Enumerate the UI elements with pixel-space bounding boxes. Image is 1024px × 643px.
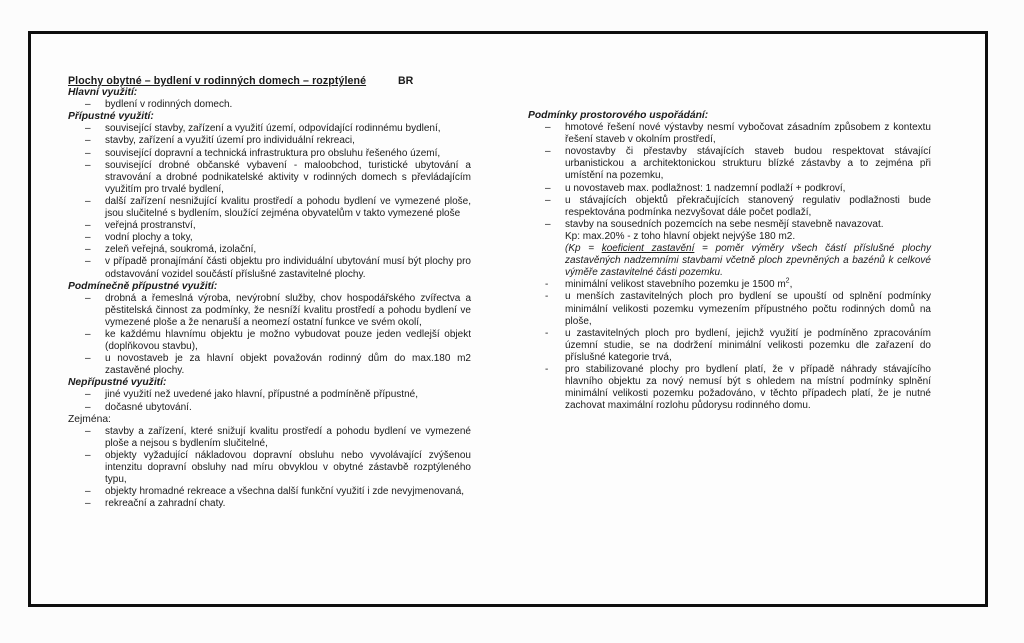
text-run: dočasné ubytování.	[105, 401, 192, 413]
text-run: ,	[789, 279, 793, 291]
bullet-dash: –	[545, 146, 551, 158]
left-column-sections	[68, 87, 471, 510]
text-run: objekty vyžadující nákladovou dopravní obsluhu nebo vyvolávající zvýšenou intenzitu dopravní obsluhy nad míru obvyklou v obytné zástavbě rozptýleného typu,	[105, 449, 471, 486]
right-column	[528, 110, 931, 412]
text-run: u novostaveb max. podlažnost: 1 nadzemní podlaží + podkroví,	[565, 182, 846, 194]
text-run: v případě pronajímání části objektu pro individuální ubytování musí být plochy pro odstavování vozidel součástí příslušné zastavitelné plochy.	[105, 256, 471, 280]
list-item-text	[565, 122, 931, 145]
text-run: minimální velikost stavebního pozemku je 1500 m	[565, 279, 786, 291]
text-run: stavby, zařízení a využití území pro individuální rekreaci,	[105, 135, 355, 147]
bullet-dash: –	[85, 220, 91, 232]
text-run: jiné využití než uvedené jako hlavní, přípustné a podmíněně přípustné,	[105, 389, 418, 401]
bullet-dash: –	[85, 401, 91, 413]
section-heading: Podmínky prostorového uspořádání:	[528, 110, 709, 121]
bullet-dash: –	[85, 232, 91, 244]
list-item-text	[565, 291, 931, 326]
text-run: objekty hromadné rekreace a všechna další funkční využití i zde nevyjmenovaná,	[105, 486, 465, 498]
list-item-text	[105, 486, 464, 497]
list-item-text	[565, 183, 845, 194]
list-item-text	[105, 353, 471, 376]
bullet-dash: –	[85, 195, 91, 207]
text-run: související stavby, zařízení a využití území, odpovídající rodinnému bydlení,	[105, 123, 441, 135]
section-heading: Zejména:	[68, 413, 111, 425]
list-item-text	[565, 279, 792, 290]
bullet-dash: –	[85, 449, 91, 461]
text-run: stavby a zařízení, které snižují kvalitu prostředí a pohodu bydlení ve vymezené ploše a nejsou s bydlením slučitelné,	[105, 425, 471, 449]
section-heading: Hlavní využití:	[68, 87, 138, 99]
bullet-dash: –	[545, 122, 551, 134]
section-heading: Přípustné využití:	[68, 111, 154, 123]
text-run: ke každému hlavnímu objektu je možno vybudovat pouze jeden vedlejší objekt (doplňkovou stavbu),	[105, 328, 471, 353]
text-run: u zastavitelných ploch pro bydlení, jejichž využití je podmíněno zpracováním územní studie, se na dodržení minimální velikosti pozemku dle zařazení do příslušné kategorie trvá,	[565, 327, 931, 363]
document-frame	[28, 31, 988, 607]
list-item	[68, 196, 471, 220]
list-item	[528, 146, 931, 182]
list-item-text	[105, 232, 193, 243]
list-item-text	[105, 160, 471, 195]
list-item	[528, 364, 931, 412]
list-item-text	[565, 146, 931, 181]
bullet-dash: –	[85, 292, 91, 304]
section-heading: Podmínečně přípustné využití:	[68, 280, 218, 292]
list-item	[68, 329, 471, 353]
bullet-dash: -	[545, 279, 549, 291]
text-run: vodní plochy a toky,	[105, 232, 193, 244]
list-item	[68, 256, 471, 280]
text-run: u novostaveb je za hlavní objekt považován rodinný dům do max.180 m2 zastavěné plochy.	[105, 353, 471, 377]
list-item	[68, 160, 471, 196]
list-item	[68, 220, 471, 232]
list-item	[528, 279, 931, 291]
text-run: drobná a řemeslná výroba, nevýrobní služby, chov hospodářského zvířectva a pěstitelská činnost za podmínky, že nesníží kvalitu prostředí a pohodu bydlení ve vymezené ploše a že nenaruší a neomezí ostatní funkce ve svém okolí,	[105, 292, 471, 328]
list-item-text	[105, 196, 471, 219]
list-item-text	[105, 135, 355, 146]
text-run: veřejná prostranství,	[105, 220, 196, 232]
list-item	[68, 389, 471, 401]
list-item	[528, 122, 931, 146]
list-item	[68, 486, 471, 498]
list-item	[68, 293, 471, 329]
title-row	[68, 75, 471, 87]
right-column-sections	[528, 110, 931, 412]
text-run: = poměr výměry všech částí příslušné plochy zastavěných nadzemními stavbami včetně ploch zpevněných a bazénů k celkové výměře zastavitelné části pozemku.	[565, 243, 932, 279]
list-item	[68, 353, 471, 377]
text-run: (Kp =	[565, 243, 602, 255]
list-item-text	[105, 148, 440, 159]
bullet-dash: –	[85, 135, 91, 147]
list-item	[68, 498, 471, 510]
bullet-dash: –	[85, 328, 91, 340]
bullet-dash: –	[85, 123, 91, 135]
list-item-text	[105, 293, 471, 328]
list-item-text	[105, 220, 196, 231]
bullet-dash: -	[545, 363, 549, 375]
bullet-dash: –	[85, 389, 91, 401]
bullet-dash: -	[545, 291, 549, 303]
bullet-dash: –	[85, 486, 91, 498]
bullet-dash: –	[545, 194, 551, 206]
list-item-text	[565, 364, 931, 411]
list-item	[528, 219, 931, 279]
list-item-text	[105, 389, 418, 400]
bullet-dash: –	[85, 256, 91, 268]
list-item-text	[105, 329, 471, 352]
list-item	[68, 135, 471, 147]
text-run: stavby na sousedních pozemcích na sebe nesmějí stavebně navazovat.	[565, 218, 884, 230]
bullet-dash: –	[545, 218, 551, 230]
list-item-text	[105, 123, 441, 134]
list-item-text	[105, 426, 471, 449]
list-item-text	[105, 244, 256, 255]
list-item-text	[565, 328, 931, 363]
list-item-text	[105, 402, 192, 413]
list-item	[528, 328, 931, 364]
text-run: související drobné občanské vybavení - maloobchod, turistické ubytování a stravování a drobné podnikatelské aktivity v rodinných domech s převládajícím využitím pro trvalé bydlení,	[105, 159, 471, 195]
zone-code-badge: BR	[398, 75, 414, 87]
text-run: 2	[785, 277, 790, 285]
text-run: související dopravní a technická infrastruktura pro obsluhu řešeného území,	[105, 147, 441, 159]
list-item	[528, 183, 931, 195]
list-item	[68, 402, 471, 414]
text-run: hmotové řešení nové výstavby nesmí vybočovat zásadním způsobem z kontextu řešení staveb v okolním prostředí,	[565, 122, 931, 146]
list-item	[68, 244, 471, 256]
text-run: zeleň veřejná, soukromá, izolační,	[105, 244, 257, 256]
bullet-dash: –	[85, 353, 91, 365]
bullet-dash: –	[85, 99, 91, 111]
text-run: pro stabilizované plochy pro bydlení platí, že v případě náhrady stávajícího hlavního objektu za nový nemusí být s ohledem na místní podmínky splnění minimální velikosti pozemku požadováno, v těchto případech platí, že je nutné zachovat maximální rozlohu půdorysu rodinného domu.	[565, 363, 931, 412]
bullet-dash: -	[545, 327, 549, 339]
list-item-text	[105, 99, 232, 110]
list-item	[68, 99, 471, 111]
list-item	[68, 232, 471, 244]
text-run: rekreační a zahradní chaty.	[105, 498, 226, 510]
text-run: bydlení v rodinných domech.	[105, 99, 233, 111]
text-run: koeficient zastavění	[601, 243, 695, 255]
bullet-dash: –	[85, 244, 91, 256]
list-item-text	[565, 195, 931, 218]
list-item	[68, 426, 471, 450]
bullet-dash: –	[85, 425, 91, 437]
list-item-text	[105, 450, 471, 485]
list-item-text	[565, 219, 931, 278]
list-item	[528, 291, 931, 327]
text-run: Kp: max.20% - z toho hlavní objekt nejvýše 180 m2.	[565, 230, 796, 242]
section-heading: Nepřípustné využití:	[68, 377, 167, 389]
bullet-dash: –	[85, 147, 91, 159]
list-item	[68, 148, 471, 160]
text-run: další zařízení nesnižující kvalitu prostředí a pohodu bydlení ve vymezené ploše, jsou slučitelné s bydlením, sloužící zejména obyvatelům v takto vymezené ploše	[105, 195, 471, 220]
text-run: u stávajících objektů překračujících stanovený regulativ podlažnosti bude respektována podmínka nezvyšovat dále počet podlaží,	[565, 194, 931, 218]
bullet-dash: –	[545, 182, 551, 194]
left-column	[68, 75, 471, 510]
text-run: u menších zastavitelných ploch pro bydlení se upouští od splnění podmínky minimální velikosti pozemku vymezením přípustného počtu rodinných domů na ploše,	[565, 291, 931, 327]
list-item	[528, 195, 931, 219]
list-item	[68, 450, 471, 486]
page-title: Plochy obytné – bydlení v rodinných domech – rozptýlené	[68, 75, 367, 87]
list-item	[68, 123, 471, 135]
list-item-text	[105, 256, 471, 279]
bullet-dash: –	[85, 159, 91, 171]
list-item-text	[105, 498, 225, 509]
bullet-dash: –	[85, 498, 91, 510]
text-run: novostavby či přestavby stávajících staveb budou respektovat stávající urbanistickou a architektonickou strukturu blízké zástavby a to zejména při umístění na pozemku,	[565, 146, 931, 182]
